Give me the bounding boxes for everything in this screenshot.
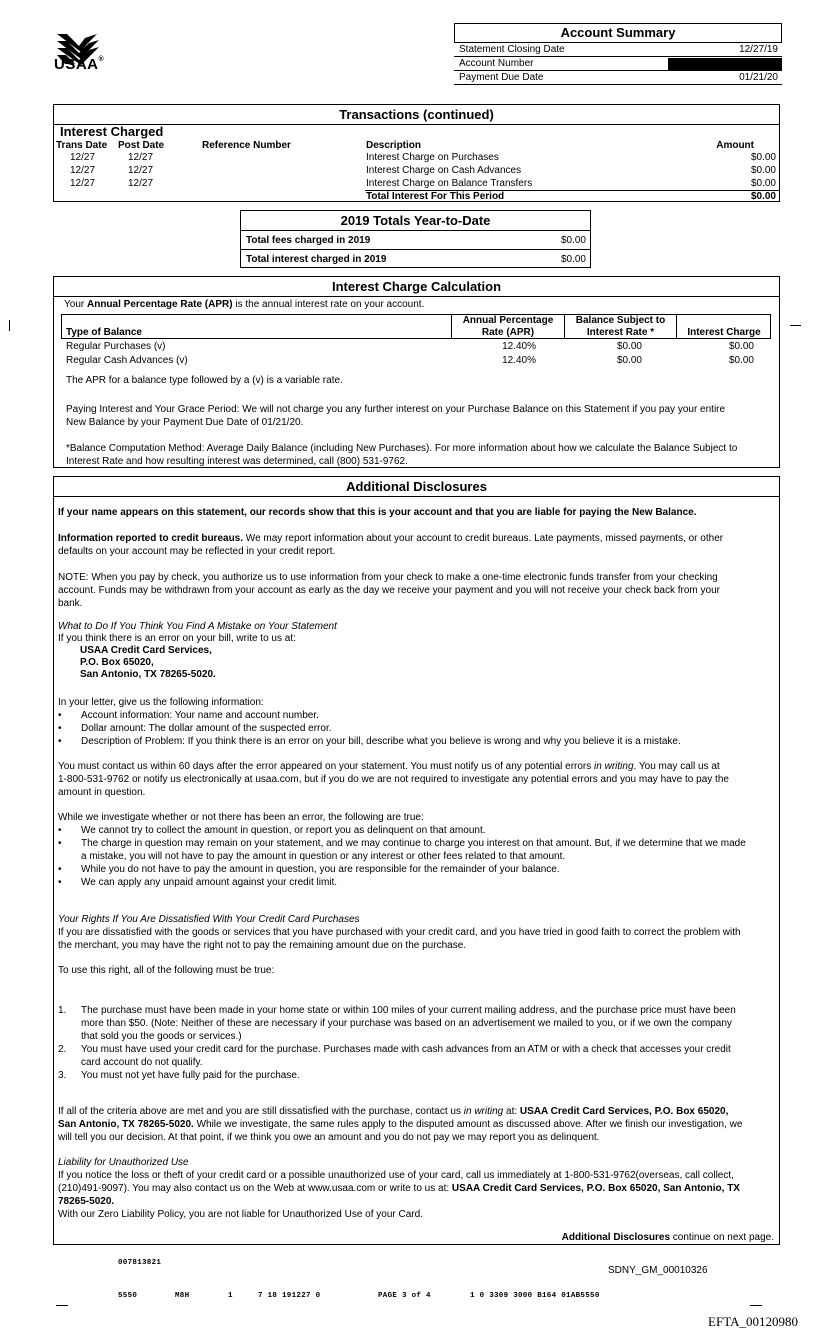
usaa-logo-text: USAA® (54, 56, 105, 73)
post-date: 12/27 (128, 178, 154, 189)
amount: $0.00 (750, 152, 776, 163)
requirements-list: 1. The purchase must have been made in your home state or within 100 miles of your current mailing address, and the purchase price must have been more than $50. (Note: Neither of these are necessary if your purchase was based on an advertisement we mailed to you, or if we own the company that sold you the goods or services.) 2. You must have used your credit card for the purchase. Purchases made with cash advances from an ATM or with a check that accesses your credit card account do not qualify. 3. You must not yet have fully paid for the purchase. (58, 1005, 736, 1081)
apr-value: 12.40% (502, 341, 536, 352)
amount: $0.00 (750, 178, 776, 189)
investigation-section: While we investigate whether or not there has been an error, the following are true: • We cannot try to collect the amount in question, or report you as delinquent on that amount. • The charge in question may remain on your statement, and we may continue to charge you interest on that amount. But, if we determine that we made a mistake, you will not have to pay the amount in question or any interest or other fees related to that amount. • While you do not have to pay the amount in question, you are responsible for the remainder of your balance. • We can apply any unpaid amount against your credit limit. (58, 812, 746, 888)
account-summary (454, 23, 782, 85)
total-interest-amount: $0.00 (750, 191, 776, 202)
description: Interest Charge on Cash Advances (366, 165, 522, 176)
margin-mark (750, 1305, 762, 1306)
footer-code: 007813821 (118, 1259, 162, 1267)
payment-due-date-row: Payment Due Date 01/21/20 (454, 71, 782, 85)
contact-section: You must contact us within 60 days after the error appeared on your statement. You must notify us of any potential errors in writing. You may call us at 1-800-531-9762 or notify us electronically at usaa.com, but if you do we are not required to investigate any potential errors and you may have to pay the amount in question. (58, 761, 729, 798)
account-summary-title: Account Summary (454, 23, 782, 43)
margin-mark (9, 320, 10, 331)
balance-type: Regular Purchases (v) (66, 341, 166, 352)
description: Interest Charge on Balance Transfers (366, 178, 533, 189)
credit-bureau-text: Information reported to credit bureaus. We may report information about your account to credit bureaus. Late payments, missed payments, or other defaults on your account may be reflected in your credit report. (58, 533, 724, 557)
post-date: 12/27 (128, 152, 154, 163)
criteria-section: If all of the criteria above are met and you are still dissatisfied with the purchase, contact us in writing at: USAA Credit Card Services, P.O. Box 65020, San Antonio, TX 78265-5020. While we investigate, the same rules apply to the disputed amount as discussed above. After we finish our investigation, we will tell you our decision. At that point, if we think you owe an amount and you do not pay we may report you as delinquent. (58, 1106, 743, 1143)
transactions-title: Transactions (continued) (54, 105, 779, 125)
ytd-totals-box (240, 210, 591, 268)
variable-rate-note: The APR for a balance type followed by a (v) is a variable rate. (66, 375, 343, 386)
col-amount: Amount (716, 140, 754, 151)
apr-value: 12.40% (502, 355, 536, 366)
ytd-fees-row: Total fees charged in 2019 $0.00 (241, 230, 590, 249)
ytd-interest-row: Total interest charged in 2019 $0.00 (241, 249, 590, 268)
interest-charged-heading: Interest Charged (60, 124, 164, 139)
trans-date: 12/27 (70, 178, 96, 189)
charge-value: $0.00 (728, 355, 754, 366)
continue-note: Additional Disclosures continue on next page. (561, 1232, 774, 1243)
col-type-of-balance: Type of Balance (66, 327, 142, 338)
account-number-redaction (668, 58, 782, 71)
balance-value: $0.00 (616, 355, 642, 366)
rights-section: Your Rights If You Are Dissatisfied With Your Credit Card Purchases If you are dissatisfied with the goods or services that you have purchased with your credit card, and you have tried in good faith to correct the problem with the merchant, you may have the right not to pay the remaining amount due on the purchase. (58, 914, 741, 951)
col-post-date: Post Date (118, 140, 165, 151)
footer-line-part: 1 (228, 1292, 233, 1300)
col-balance-subject: Balance Subject to Interest Rate * (575, 315, 666, 338)
letter-info-section: In your letter, give us the following information: • Account information: Your name and account number. • Dollar amount: The dollar amount of the suspected error. • Description of Problem: If you think there is an error on your bill, describe what you believe is wrong and why you believe it is a mistake. (58, 697, 681, 747)
apr-intro: Your Annual Percentage Rate (APR) is the annual interest rate on your account. (64, 299, 425, 310)
icc-title: Interest Charge Calculation (54, 277, 779, 297)
total-interest-label: Total Interest For This Period (366, 191, 505, 202)
margin-mark (56, 1305, 68, 1306)
bates-number: EFTA_00120980 (708, 1314, 798, 1329)
footer-page-number: PAGE 3 of 4 (378, 1292, 431, 1300)
post-date: 12/27 (128, 165, 154, 176)
statement-closing-date-row: Statement Closing Date 12/27/19 (454, 43, 782, 57)
check-note-text: NOTE: When you pay by check, you authorize us to use information from your check to make a one-time electronic funds transfer from your checking account. Funds may be withdrawn from your account as early as the day we receive your payment and you will not receive your check back from your bank. (58, 572, 720, 609)
footer-line-part: 5550 (118, 1292, 138, 1300)
col-interest-charge: Interest Charge (687, 327, 761, 338)
footer-line-part: 7 18 191227 0 (258, 1292, 321, 1300)
margin-mark (790, 325, 801, 326)
charge-value: $0.00 (728, 341, 754, 352)
balance-method-text: *Balance Computation Method: Average Daily Balance (including New Purchases). For more information about how we calculate the Balance Subject to Interest Rate and how resulting interest was determined, call (800) 531-9762. (66, 443, 738, 467)
col-trans-date: Trans Date (56, 140, 108, 151)
footer-line-part: 1 0 3309 3000 B164 01AB5550 (470, 1292, 600, 1300)
col-description: Description (366, 140, 422, 151)
mistake-section: What to Do If You Think You Find A Mistake on Your Statement If you think there is an error on your bill, write to us at: USAA Credit Card Services, P.O. Box 65020, San Antonio, TX 78265-5020. (58, 621, 337, 680)
footer-line-part: M8H (175, 1292, 190, 1300)
liability-section: Liability for Unauthorized Use If you notice the loss or theft of your credit card or a possible unauthorized use of your card, call us immediately at 1-800-531-9762(overseas, call collect, (210)491-9097). You may also contact us on the Web at www.usaa.com or write to us at: USAA Credit Card Services, P.O. Box 65020, San Antonio, TX 78265-5020. With our Zero Liability Policy, you are not liable for Unauthorized Use of your Card. (58, 1157, 740, 1220)
balance-type: Regular Cash Advances (v) (66, 355, 188, 366)
trans-date: 12/27 (70, 165, 96, 176)
ytd-title: 2019 Totals Year-to-Date (340, 213, 491, 228)
document-id: SDNY_GM_00010326 (608, 1265, 708, 1276)
account-number-row: Account Number (454, 57, 782, 71)
amount: $0.00 (750, 165, 776, 176)
trans-date: 12/27 (70, 152, 96, 163)
grace-period-text: Paying Interest and Your Grace Period: We will not charge you any further interest on your Purchase Balance on this Statement if you pay your entire New Balance by your Payment Due Date of 01/21/20. (66, 404, 726, 428)
use-right-text: To use this right, all of the following must be true: (58, 965, 275, 976)
description: Interest Charge on Purchases (366, 152, 499, 163)
liability-notice: If your name appears on this statement, our records show that this is your account and that you are liable for paying the New Balance. (58, 507, 697, 518)
col-reference-number: Reference Number (202, 140, 291, 151)
col-apr: Annual Percentage Rate (APR) (462, 315, 554, 338)
ad-title: Additional Disclosures (54, 477, 779, 497)
balance-value: $0.00 (616, 341, 642, 352)
